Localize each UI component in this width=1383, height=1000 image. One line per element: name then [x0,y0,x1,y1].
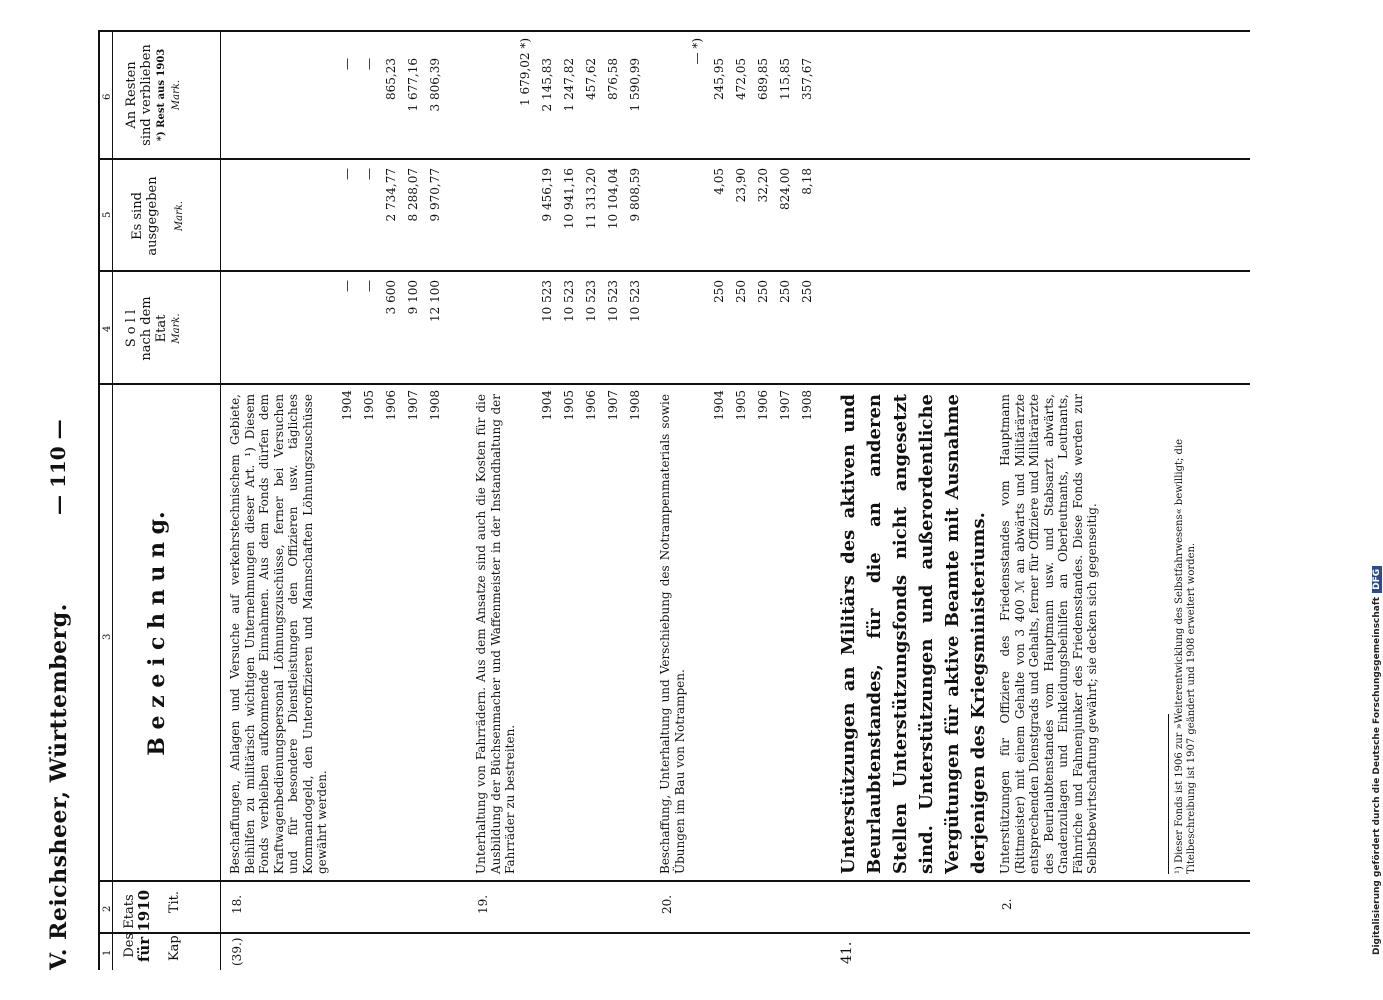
rest-cell: 245,95 [712,58,726,100]
rest-cell: 457,62 [584,58,598,100]
dfg-credit-text: Digitalisierung gefördert durch die Deutsche Forschungsgemeinschaft [1372,596,1382,955]
ausg-cell: 8,18 [800,168,814,195]
col-divider [100,270,1250,272]
soll-cell: 3 600 [384,280,398,315]
row-description: Beschaffungen, Anlagen und Versuche auf verkehrstechnischem Gebiete, Beihilfen zu militärisch wichtigen Unternehmungen dieser Art. ¹) Diesem Fonds verbleiben aufkommende Einnahmen. Aus dem Fonds dürfen dem Kraftwagenbedienungspersonal Löhnungszuschüsse, ferner bei Versuchen und für besondere Dienstleistungen den Offizieren usw. tägliches Kommandogeld, den Unteroffizieren und Mannschaften Löhnungszuschüsse gewährt werden. [228,394,329,874]
rest-cell: 2 145,83 [540,58,554,112]
rest-cell: 1 677,16 [406,58,420,112]
col5-line2: ausgegeben [145,176,160,256]
ausg-cell: 11 313,20 [584,168,598,230]
ausg-cell: 10 104,04 [606,168,620,230]
col3-header: B e z e i c h n u n g. [144,511,170,756]
header-divider [112,30,113,970]
col12-header [122,882,182,970]
tit-cell: 19. [476,894,490,914]
rest-cell: 115,85 [778,58,792,100]
tit-cell: 20. [660,894,674,914]
dfg-credit [1372,35,1382,955]
col6-unit: Mark. [171,79,182,111]
footnote: ¹) Dieser Fonds ist 1906 zur »Weiterentwicklung des Selbstfahrwesens« bewilligt; die Titelbeschreibung ist 1907 geändert und 1908 erweitert worden. [1174,438,1197,874]
soll-cell: — [340,280,354,292]
rest-cell: 876,58 [606,58,620,100]
column-number: 2 [102,905,113,912]
header-bottom-line [220,30,221,970]
col4-line2: nach dem [139,296,154,361]
page-number: — 110 — [46,419,70,515]
rest-cell: 1 590,99 [628,58,642,112]
row-description: Unterstützungen für Offiziere des Friedensstandes vom Hauptmann (Rittmeister) mit einem Gehalte von 3 400 ℳ an abwärts und Militärärzte entsprechenden Dienstgrads und Gehalts, ferner für Offiziere und Militärärzte des Beurlaubtenstandes vom Hauptmann usw. und Stabsarzt abwärts, Gnadenzulagen und Einkleidungsbeihilfen an Oberleutnants, Leutnants, Fähnriche und Fahnenjunker des Friedensstandes. Diese Fonds werden zur Selbstbewirtschaftung gewährt; sie decken sich gegenseitig. [998,394,1099,874]
col-divider [100,158,1250,160]
year-cell: 1905 [734,390,748,421]
rest-cell: 1 679,02 *) [518,38,532,106]
row-description: Unterhaltung von Fahrrädern. Aus dem Ansatze sind auch die Kosten für die Ausbildung der Büchsenmacher und Waffenmeister in der Instandhaltung der Fahrräder zu bestreiten. [474,394,517,874]
year-cell: 1905 [562,390,576,421]
soll-cell: 12 100 [428,280,442,322]
ausg-cell: 23,90 [734,168,748,203]
column-number: 3 [102,633,113,640]
ausg-cell: 824,00 [778,168,792,210]
col6-line2: sind verblieben [139,44,154,146]
ausg-cell: 32,20 [756,168,770,203]
ausg-cell: 9 970,77 [428,168,442,222]
year-cell: 1904 [712,390,726,421]
col-divider [100,383,1250,385]
column-number: 5 [102,211,113,218]
soll-cell: 9 100 [406,280,420,315]
year-cell: 1906 [384,390,398,421]
soll-cell: 10 523 [606,280,620,322]
soll-cell: 10 523 [584,280,598,322]
budget-table [98,30,1250,970]
footnote-rule [1168,714,1169,874]
kap-label: Kap. [167,931,182,962]
year-cell: 1907 [778,390,792,421]
col4-header [124,272,184,385]
rest-cell: — *) [690,38,704,65]
year-cell: 1905 [362,390,376,421]
col5-header [130,160,187,272]
col4-line1: S o l l [124,309,139,348]
col12-title-2: für 1910 [135,889,153,963]
kap-cell: 41. [839,941,855,964]
year-cell: 1906 [584,390,598,421]
col5-line1: Es sind [130,192,145,240]
section-heading: Unterstützungen an Militärs des aktiven und Beurlaubtenstandes, für die an anderen Stellen Unterstützungsfonds nicht angesetzt sind. Unterstützungen und außerordentliche Vergütungen für aktive Beamte mit Ausnahme derjenigen des Kriegsministeriums. [838,394,989,874]
rest-cell: 689,85 [756,58,770,100]
rest-cell: 1 247,82 [562,58,576,112]
rest-cell: — [340,58,354,70]
soll-cell: 10 523 [562,280,576,322]
soll-cell: 250 [734,280,748,303]
rest-cell: 472,05 [734,58,748,100]
column-number: 4 [102,325,113,332]
col12-title-1: Des Etats [122,894,137,958]
col6-line1: An Resten [124,61,139,129]
tit-cell: 18. [230,894,244,914]
row-description: Beschaffung, Unterhaltung und Verschiebung des Notrampenmaterials sowie Übungen im Bau von Notrampen. [658,394,687,874]
ausg-cell: — [362,168,376,180]
rest-cell: 3 806,39 [428,58,442,112]
col4-unit: Mark. [171,313,182,344]
col5-unit: Mark. [174,200,185,232]
ausg-cell: — [340,168,354,180]
ausg-cell: 9 808,59 [628,168,642,222]
tit-cell: 2. [1000,898,1014,910]
soll-cell: 250 [756,280,770,303]
tit-label: Tit. [167,890,182,914]
col4-line3: Etat [154,314,169,343]
rest-cell: 357,67 [800,58,814,100]
kap-cell: (39.) [230,937,244,966]
soll-cell: 250 [800,280,814,303]
ausg-cell: 9 456,19 [540,168,554,222]
ausg-cell: 4,05 [712,168,726,195]
soll-cell: 250 [712,280,726,303]
col-divider [100,880,1250,882]
rest-cell: — [362,58,376,70]
column-number: 6 [102,93,113,100]
col-divider [100,932,1250,934]
col6-header [124,30,184,160]
soll-cell: 10 523 [540,280,554,322]
rest-cell: 865,23 [384,58,398,100]
page-title: V. Reichsheer, Württemberg. [46,603,72,970]
col6-line3: *) Rest aus 1903 [156,48,167,142]
year-cell: 1904 [340,390,354,421]
year-cell: 1907 [606,390,620,421]
year-cell: 1907 [406,390,420,421]
soll-cell: 250 [778,280,792,303]
page-header [40,30,80,970]
year-cell: 1904 [540,390,554,421]
ausg-cell: 2 734,77 [384,168,398,222]
ausg-cell: 8 288,07 [406,168,420,222]
year-cell: 1908 [628,390,642,421]
table-right-border [100,30,1250,32]
year-cell: 1906 [756,390,770,421]
column-number: 1 [102,949,113,956]
soll-cell: 10 523 [628,280,642,322]
soll-cell: — [362,280,376,292]
rotated-page-content [40,30,1280,970]
year-cell: 1908 [800,390,814,421]
year-cell: 1908 [428,390,442,421]
ausg-cell: 10 941,16 [562,168,576,230]
dfg-logo: DFG [1372,566,1382,593]
